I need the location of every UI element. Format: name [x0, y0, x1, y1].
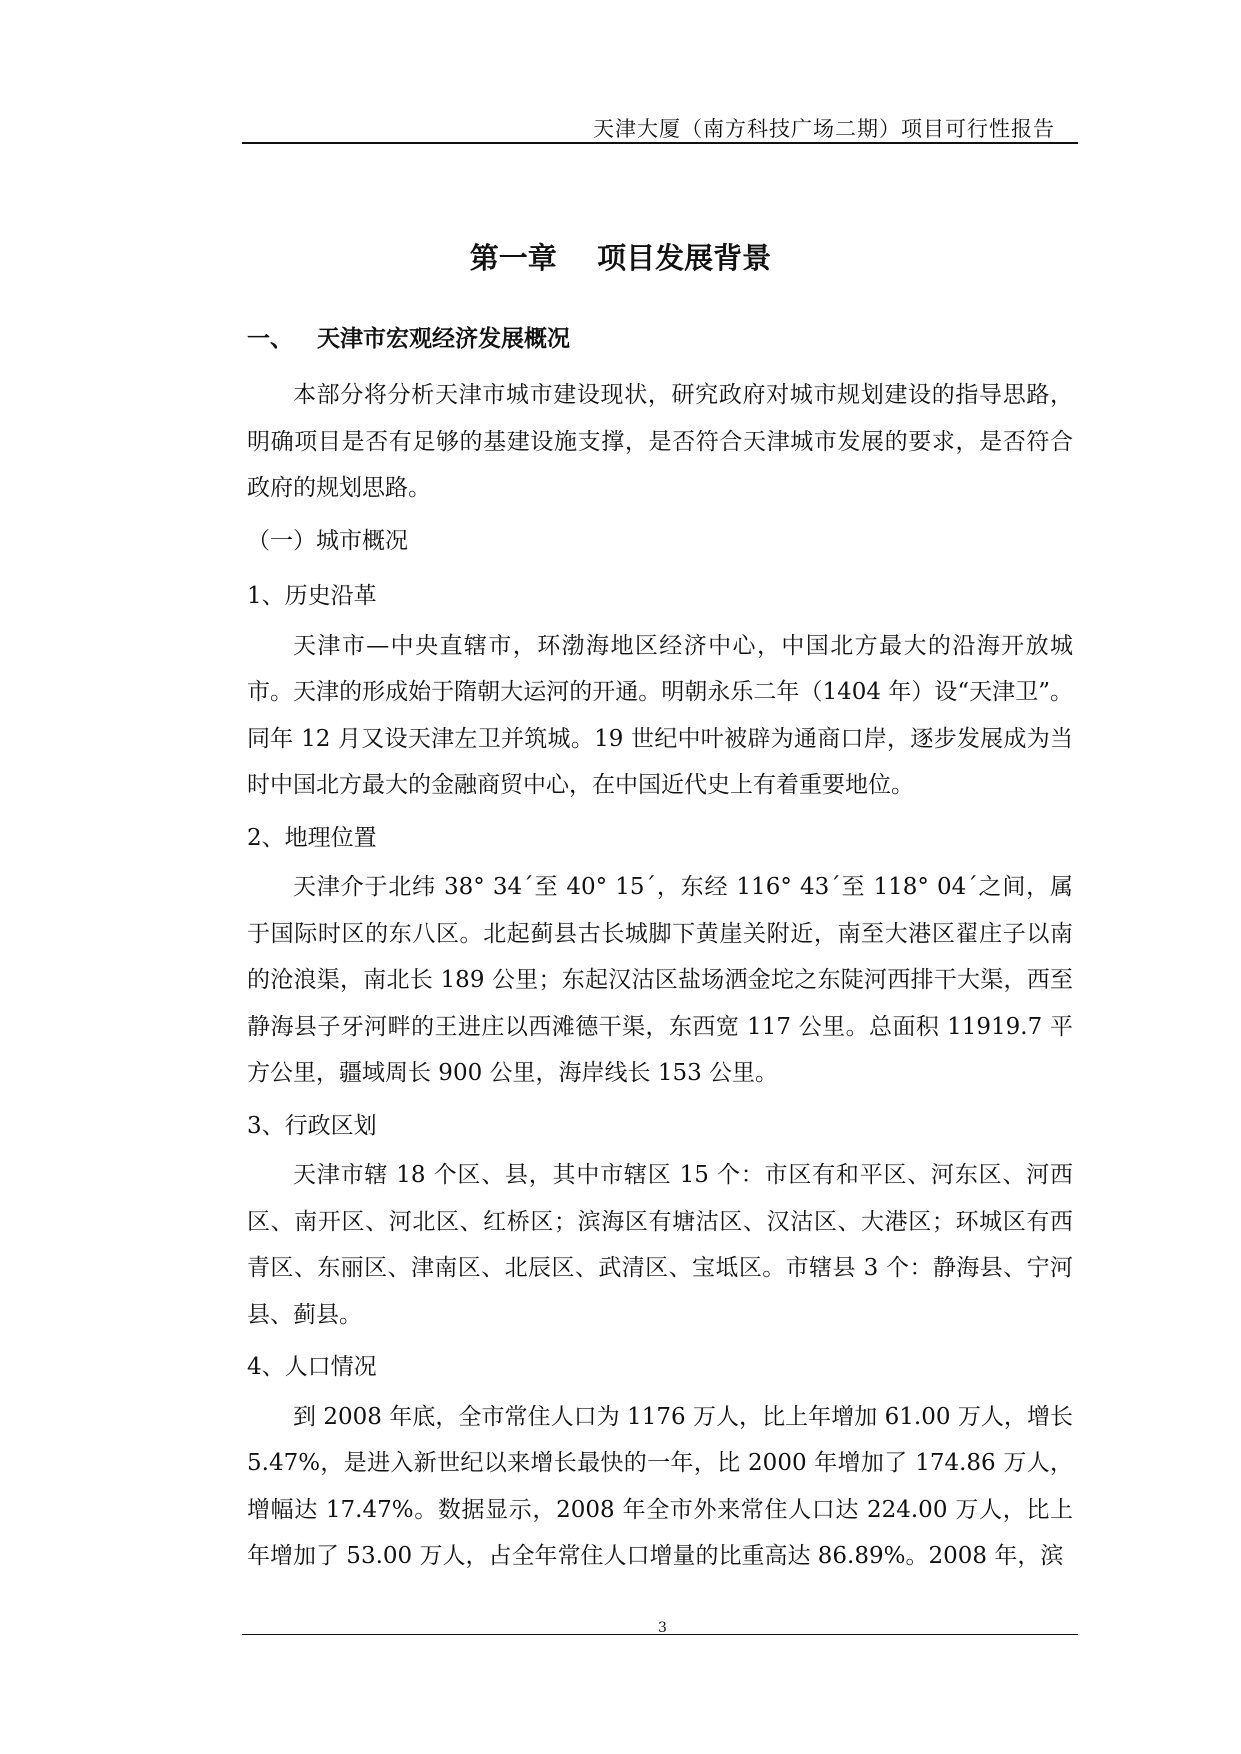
page-number: 3 [658, 1620, 667, 1636]
administration-paragraph: 天津市辖 18 个区、县，其中市辖区 15 个：市区有和平区、河东区、河西区、南开区、河北区、红桥区；滨海区有塘沽区、汉沽区、大港区；环城区有西青区、东丽区、津南区、北辰区、武清区、宝坻区。市辖县 3 个：静海县、宁河县、蓟县。 [247, 1162, 1073, 1328]
section-heading: 一、 天津市宏观经济发展概况 [247, 325, 571, 352]
population-paragraph: 到 2008 年底，全市常住人口为 1176 万人，比上年增加 61.00 万人，增长 5.47%，是进入新世纪以来增长最快的一年，比 2000 年增加了 174.86 万人，增幅达 17.47%。数据显示，2008 年全市外来常住人口达 224.00 万人，比上年增加了 53.00 万人，占全年常住人口增量的比重高达 86.89%。2008 年，滨 [247, 1403, 1073, 1569]
item-heading-location: 2、地理位置 [247, 824, 377, 851]
document-body [247, 372, 1073, 1580]
item-heading-population: 4、人口情况 [247, 1354, 377, 1380]
location-paragraph: 天津介于北纬 38° 34´至 40° 15´，东经 116° 43´至 118° 04´之间，属于国际时区的东八区。北起蓟县古长城脚下黄崖关附近，南至大港区翟庄子以南的沧浪渠，南北长 189 公里；东起汉沽区盐场洒金坨之东陡河西排干大渠，西至静海县子牙河畔的王进庄以西滩德干渠，东西宽 117 公里。总面积 11919.7 平方公里，疆域周长 900 公里，海岸线长 153 公里。 [247, 874, 1073, 1086]
chapter-title: 第一章 项目发展背景 [469, 241, 772, 275]
subsection-heading: （一）城市概况 [247, 527, 408, 554]
history-paragraph: 天津市—中央直辖市，环渤海地区经济中心，中国北方最大的沿海开放城市。天津的形成始于隋朝大运河的开通。明朝永乐二年（1404 年）设“天津卫”。同年 12 月又设天津左卫并筑城。19 世纪中叶被辟为通商口岸，逐步发展成为当时中国北方最大的金融商贸中心，在中国近代史上有着重要地位。 [247, 632, 1073, 798]
intro-paragraph: 本部分将分析天津市城市建设现状，研究政府对城市规划建设的指导思路，明确项目是否有足够的基建设施支撑，是否符合天津城市发展的要求，是否符合政府的规划思路。 [247, 382, 1073, 501]
header-rule [242, 142, 1078, 144]
item-heading-history: 1、历史沿革 [247, 583, 377, 609]
running-header: 天津大厦（南方科技广场二期）项目可行性报告 [593, 117, 1055, 141]
item-heading-administration: 3、行政区划 [247, 1112, 377, 1139]
